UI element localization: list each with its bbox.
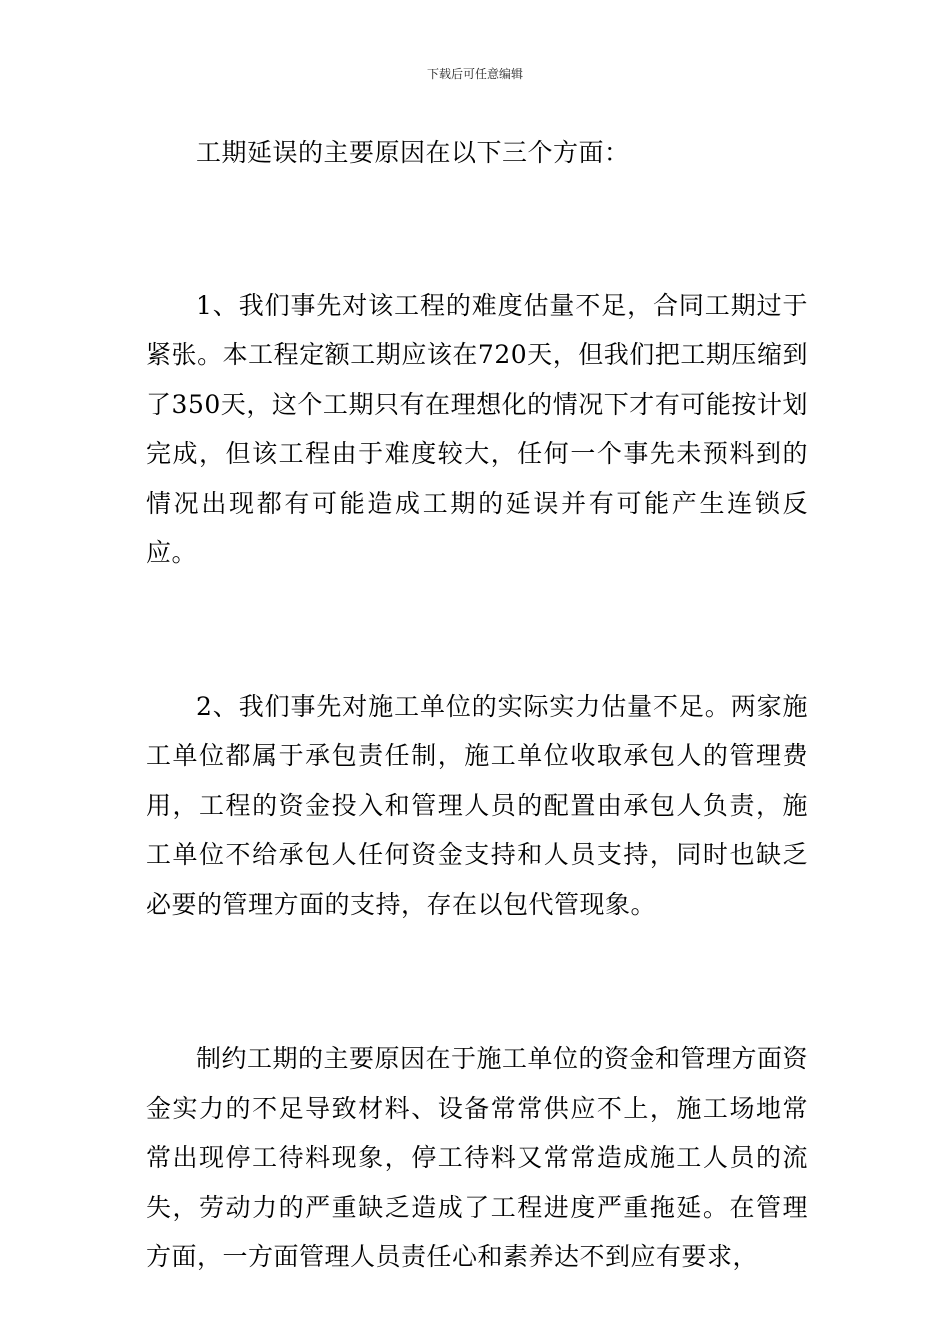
paragraph-point-2: 2、我们事先对施工单位的实际实力估量不足。两家施工单位都属于承包责任制，施工单位收取承包人的管理费用，工程的资金投入和管理人员的配置由承包人负责，施工单位不给承包人任何资金支持和人员支持，同时也缺乏必要的管理方面的支持，存在以包代管现象。	[146, 691, 808, 919]
section-heading: 工期延误的主要原因在以下三个方面：	[196, 138, 630, 167]
page-header-note: 下载后可任意编辑	[426, 67, 523, 81]
document-body	[146, 128, 808, 1282]
paragraph-point-1: 1、我们事先对该工程的难度估量不足，合同工期过于紧张。本工程定额工期应该在720天，但我们把工期压缩到了350天，这个工期只有在理想化的情况下才有可能按计划完成，但该工程由于难度较大，任何一个事先未预料到的情况出现都有可能造成工期的延误并有可能产生连锁反应。	[146, 290, 808, 567]
paragraph-point-3: 制约工期的主要原因在于施工单位的资金和管理方面资金实力的不足导致材料、设备常常供应不上，施工场地常常出现停工待料现象，停工待料又常常造成施工人员的流失，劳动力的严重缺乏造成了工程进度严重拖延。在管理方面，一方面管理人员责任心和素养达不到应有要求，	[146, 1044, 809, 1271]
